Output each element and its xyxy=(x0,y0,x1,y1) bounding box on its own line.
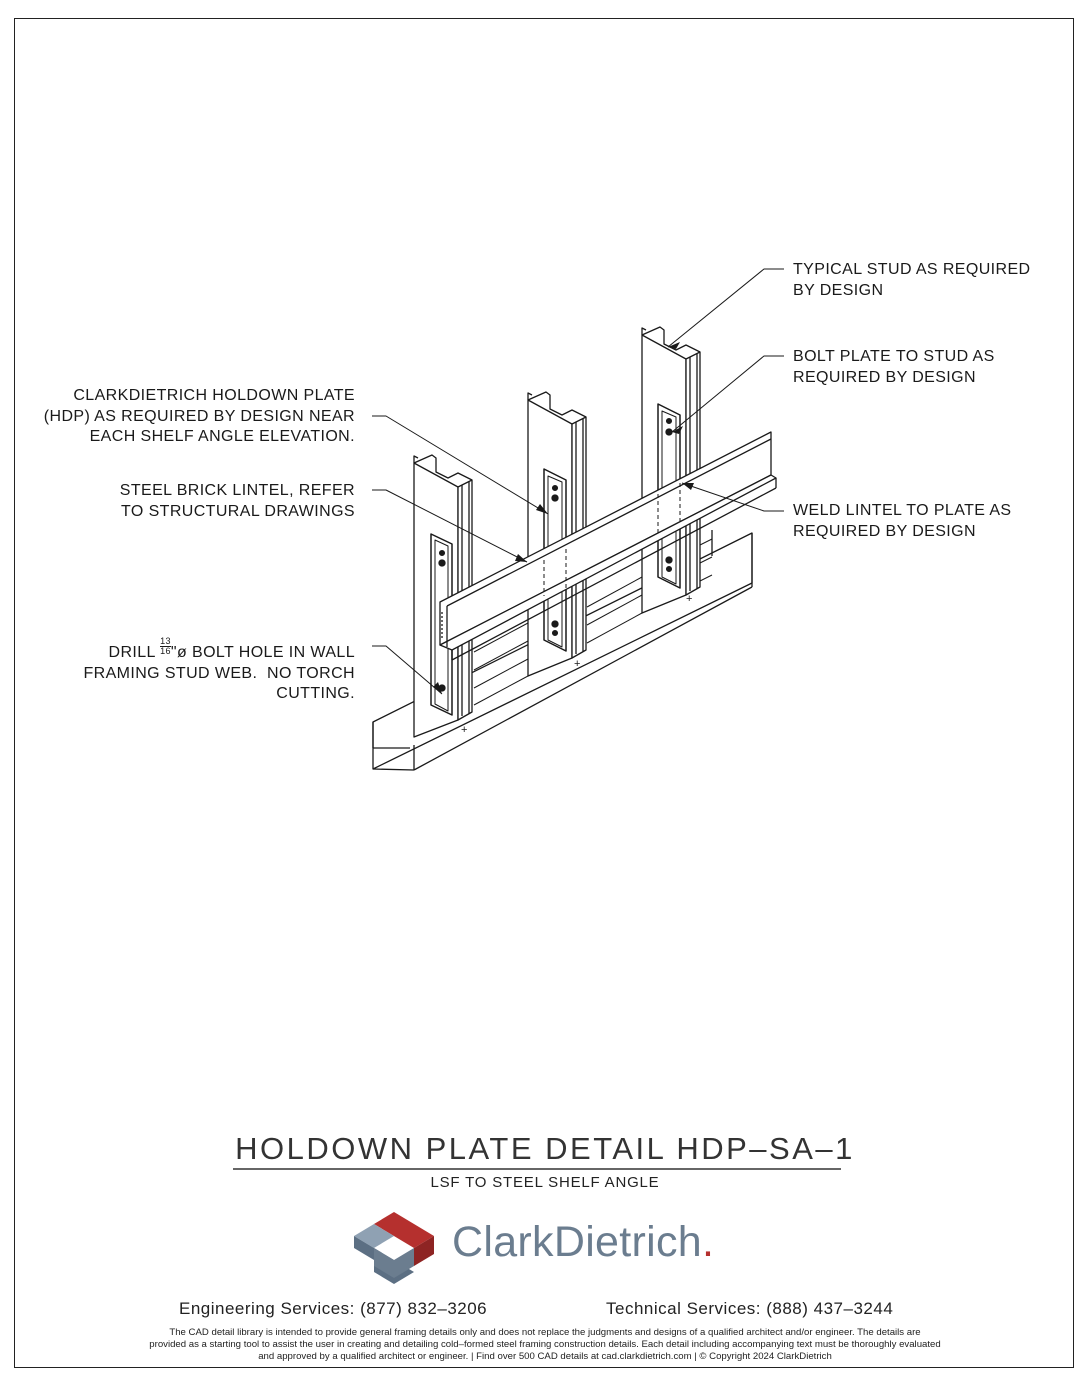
stud-3 xyxy=(642,327,700,613)
detail-subtitle: LSF TO STEEL SHELF ANGLE xyxy=(430,1174,660,1191)
drill-line-3: CUTTING. xyxy=(276,685,355,702)
disclaimer-line-3: and approved by a qualified architect or engineer. | Find over 500 CAD details at cad.clarkdietrich.com | © Copyright 2024 ClarkDietrich xyxy=(258,1351,832,1363)
drill-suffix: "ø BOLT HOLE IN WALL xyxy=(170,644,355,661)
note-weld-lintel: WELD LINTEL TO PLATE AS REQUIRED BY DESIGN xyxy=(793,502,1012,540)
drill-line-2: FRAMING STUD WEB. NO TORCH xyxy=(83,664,355,682)
brand-dot: . xyxy=(702,1218,715,1266)
note-brick-lintel: STEEL BRICK LINTEL, REFER TO STRUCTURAL DRAWINGS xyxy=(119,482,355,520)
engineering-services: Engineering Services: (877) 832–3206 xyxy=(179,1299,488,1318)
brand-name xyxy=(452,1218,714,1267)
note-holdown-plate: CLARKDIETRICH HOLDOWN PLATE (HDP) AS REQUIRED BY DESIGN NEAR EACH SHELF ANGLE ELEVATION. xyxy=(43,387,355,445)
drill-fraction-denominator: 16 xyxy=(160,646,171,656)
technical-services: Technical Services: (888) 437–3244 xyxy=(606,1299,894,1318)
drill-fraction-numerator: 13 xyxy=(160,636,171,646)
note-bolt-plate: BOLT PLATE TO STUD AS REQUIRED BY DESIGN xyxy=(793,348,995,386)
drill-prefix: DRILL xyxy=(108,644,161,661)
disclaimer xyxy=(40,1327,1050,1364)
note-drill-bolt-hole xyxy=(83,637,355,705)
note-typical-stud: TYPICAL STUD AS REQUIRED BY DESIGN xyxy=(793,261,1031,299)
clarkdietrich-logo-mark xyxy=(354,1212,434,1284)
drill-fraction xyxy=(160,637,171,656)
disclaimer-line-2: provided as a starting tool to assist the user in creating and detailing cold–formed steel framing construction details. Each detail including accompanying text must be thoroughly evaluated xyxy=(149,1339,941,1351)
brand-name-text: ClarkDietrich xyxy=(452,1218,702,1266)
detail-title: HOLDOWN PLATE DETAIL HDP–SA–1 xyxy=(235,1131,855,1166)
svg-text:+: + xyxy=(686,593,693,605)
disclaimer-line-1: The CAD detail library is intended to provide general framing details only and does not replace the judgments and designs of a qualified architect and/or engineer. The details are xyxy=(169,1327,921,1338)
svg-text:+: + xyxy=(461,724,468,736)
svg-text:+: + xyxy=(574,658,581,670)
